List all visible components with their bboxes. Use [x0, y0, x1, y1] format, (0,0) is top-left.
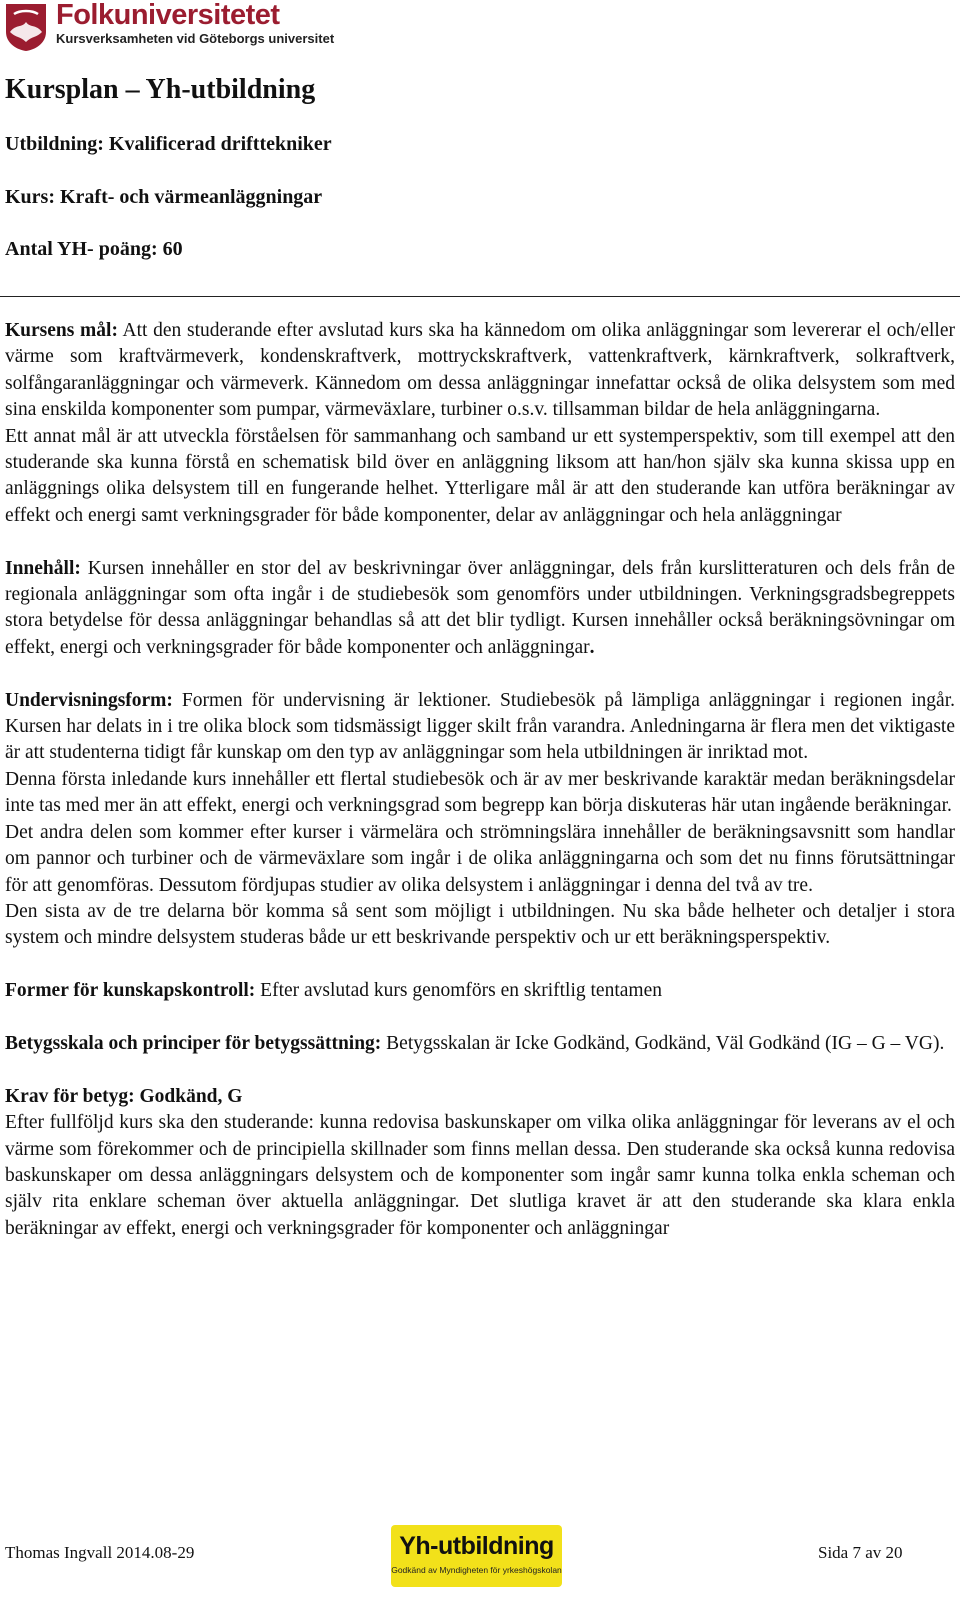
section-innehall — [5, 556, 955, 662]
org-name: Folkuniversitetet — [56, 0, 280, 31]
meta-kurs: Kurs: Kraft- och värmeanläggningar — [5, 186, 323, 208]
meta-poang: Antal YH- poäng: 60 — [5, 238, 183, 260]
badge-title: Yh-utbildning — [399, 1532, 554, 1560]
text-mal-p1: Att den studerande efter avslutad kurs ska ha kännedom om olika anläggningar som levererar el och/eller värme som kraftvärmeverk, kondenskraftverk, mottryckskraftverk, vattenkraftverk, kärnkraftverk, solkraftverk, solfångaranläggningar och värmeverk. Kännedom om dessa anläggningar innefattar också de olika delsystem som med sina enskilda komponenter som pumpar, värmeväxlare, turbiner o.s.v. tillsamman bildar de hela anläggningarna. — [5, 320, 955, 421]
section-mal-p2: Ett annat mål är att utveckla förståelsen för sammanhang och samband ur ett systemperspektiv, som till exempel att den studerande ska kunna förstå en schematisk bild över en anläggning liksom att han/hon själv ska kunna skissa upp en anläggnings olika delsystem till en fungerande helhet. Ytterligare mål är att den studerande kan utföra beräkningar av effekt och energi samt verkningsgrader för både komponenter, delar av anläggningar och hela anläggningar — [5, 425, 955, 526]
text-kunskapskontroll: Efter avslutad kurs genomförs en skriftlig tentamen — [255, 980, 662, 1002]
text-undervisning-p1: Formen för undervisning är lektioner. Studiebesök på lämpliga anläggningar i regionen ingår. Kursen har delats in i tre olika block som tidsmässigt ligger skilt från varandra. Anledningarna är flera men det viktigaste är att studenterna tidigt får kunskap om den typ av anläggningar som hela utbildningen är inriktad mot. — [5, 689, 955, 764]
label-mal: Kursens mål: — [5, 320, 118, 341]
section-betygsskala — [5, 1031, 955, 1057]
document-body — [5, 318, 955, 1242]
label-innehall: Innehåll: — [5, 557, 81, 579]
label-betygsskala: Betygsskala och principer för betygssättning: — [5, 1032, 382, 1054]
section-krav-text: Efter fullföljd kurs ska den studerande: kunna redovisa baskunskaper om vilka olika anläggningar för leverans av el och värme som förekommer och de principiella skillnader som finns mellan dessa. Den studerande ska också kunna redovisa baskunskaper om dessa anläggningars delsystem och de komponenter som ingår samr kunna tolka enkla scheman och själv rita enklare scheman över aktuella anläggningar. Det slutliga kravet är att den studerande ska klara enkla beräkningar av effekt, energi och verkningsgrader för komponenter och anläggningar — [5, 1112, 955, 1239]
meta-utbildning: Utbildning: Kvalificerad drifttekniker — [5, 133, 332, 155]
section-undervisning-p4: Den sista av de tre delarna bör komma så sent som möjligt i utbildningen. Nu ska både helheter och detaljer i stora system och mindre delsystem studeras både ur ett beskrivande perspektiv och ur ett beräkningsperspektiv. — [5, 900, 955, 949]
page-number: Sida 7 av 20 — [818, 1543, 903, 1562]
text-innehall-end: . — [589, 636, 595, 658]
folkuniversitetet-logo-icon — [4, 2, 48, 52]
label-undervisning: Undervisningsform: — [5, 689, 173, 711]
badge-subtitle: Godkänd av Myndigheten för yrkeshögskolan — [391, 1565, 562, 1575]
page-title: Kursplan – Yh-utbildning — [5, 74, 316, 105]
label-krav: Krav för betyg: Godkänd, G — [5, 1085, 243, 1107]
org-subtitle: Kursverksamheten vid Göteborgs universitet — [56, 31, 335, 46]
section-undervisning-p2: Denna första inledande kurs innehåller ett flertal studiebesök och är av mer beskrivande karaktär medan beräkningsdelar inte tas med mer än att effekt, energi och verkningsgrad som begrepp kan börja diskuteras här utan ingående beräkningar. — [5, 768, 955, 817]
section-mal-p1 — [5, 318, 955, 424]
text-innehall: Kursen innehåller en stor del av beskrivningar över anläggningar, dels från kurslitteraturen och dels från de regionala anläggningar som ofta ingår i de studiebesök som genomförs under utbildningen. Verkningsgradsbegreppets stora betydelse för dessa anläggningar behandlas så att det blir tydligt. Kursen innehåller också beräkningsövningar om effekt, energi och verkningsgrader för både komponenter och anläggningar — [5, 557, 955, 658]
section-undervisning-p3: Det andra delen som kommer efter kurser i värmelära och strömningslära innehåller de beräkningsavsnitt som handlar om pannor och turbiner och de värmeväxlare som ingår i de olika anläggningarna och som det nu finns förutsättningar för att genomföras. Dessutom fördjupas studier av olika delsystem i anläggningar i denna del två av tre. — [5, 821, 955, 896]
page-header — [4, 0, 334, 52]
label-kunskapskontroll: Former för kunskapskontroll: — [5, 980, 256, 1002]
footer-author-date: Thomas Ingvall 2014.08-29 — [5, 1543, 195, 1562]
divider — [0, 296, 960, 297]
section-kunskapskontroll — [5, 978, 955, 1004]
section-undervisning-p1 — [5, 688, 955, 767]
text-betygsskala: Betygsskalan är Icke Godkänd, Godkänd, Väl Godkänd (IG – G – VG). — [381, 1032, 945, 1054]
section-krav-heading — [5, 1084, 955, 1110]
yh-utbildning-badge — [391, 1525, 562, 1587]
